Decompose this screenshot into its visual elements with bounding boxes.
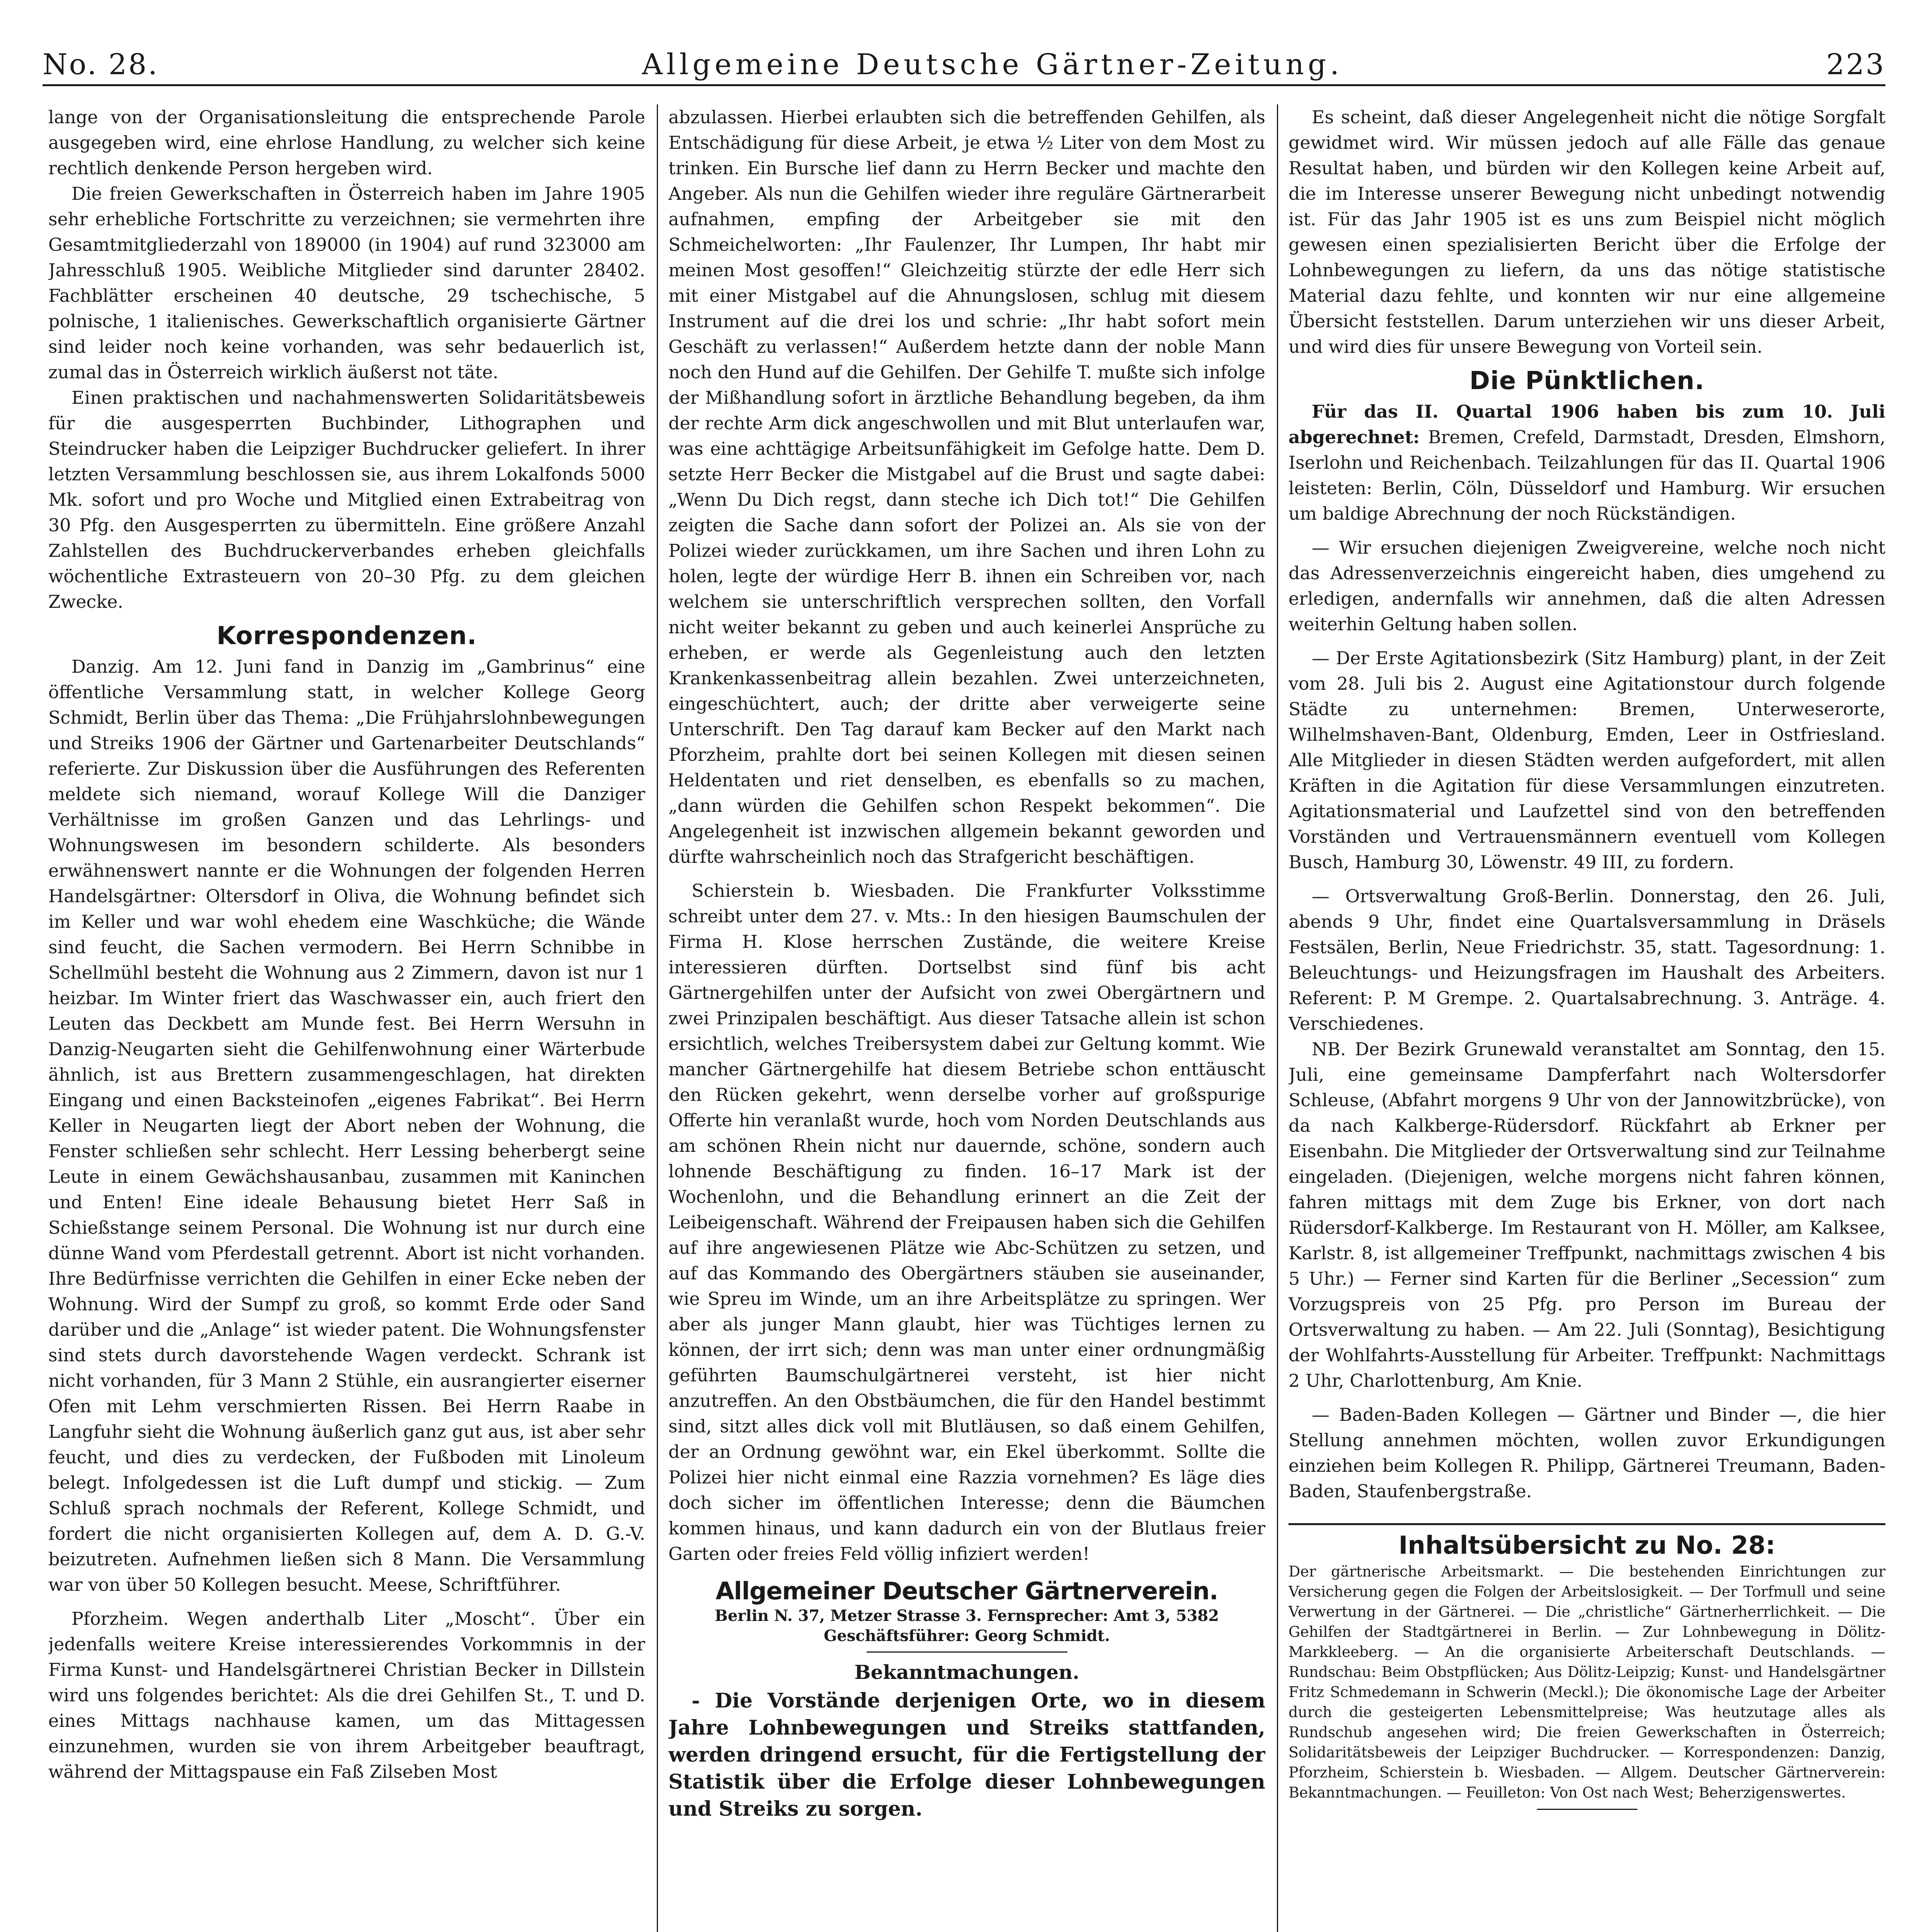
column-divider — [657, 104, 658, 1932]
paragraph: abzulassen. Hierbei erlaubten sich die betreffenden Gehilfen, als Entschädigung für diese Arbeit, je etwa ½ Liter von dem Most zu trinken. Ein Bursche lief dann zu Herrn Becker und machte den Angeber. Als nun die Gehilfen wieder ihre reguläre Gärtnerarbeit aufnahmen, empfing der Arbeitgeber sie mit den Schmeichelworten: „Ihr Faulenzer, Ihr Lumpen, Ihr habt mir meinen Most gesoffen!“ Gleichzeitig stürzte der edle Herr sich mit einer Mistgabel auf die Ahnungslosen, schlug mit diesem Instrument auf die drei los und schrie: „Ihr habt sofort mein Geschäft zu verlassen!“ Außerdem hetzte dann der noble Mann noch den Hund auf die Gehilfen. Der Gehilfe T. mußte sich infolge der Mißhandlung sofort in ärztliche Behandlung begeben, da ihm der rechte Arm dick angeschwollen und mit Blut unterlaufen war, was eine achttägige Arbeitsunfähigkeit im Gefolge hatte. Dem D. setzte Herr Becker die Mistgabel auf die Brust und sagte dabei: „Wenn Du Dich regst, dann steche ich Dich tot!“ Die Gehilfen zeigten die Sache dann sofort der Polizei an. Als sie von der Polizei wieder zurückkamen, um ihre Sachen und ihren Lohn zu holen, legte der würdige Herr B. ihnen ein Schreiben vor, nach welchem sie unterschriftlich versprechen sollten, den Vorfall nicht weiter bekannt zu geben und auch keinerlei Ansprüche zu erheben, er werde als Gegenleistung auch den letzten Krankenkassenbeitrag allein bezahlen. Zwei unterzeichneten, eingeschüchtert, auch; der dritte aber verweigerte seine Unterschrift. Den Tag darauf kam Becker auf den Markt nach Pforzheim, prahlte dort bei seinen Kollegen mit diesen seinen Heldentaten und riet denselben, es ebenfalls so zu machen, „dann würden die Gehilfen schon Respekt bekommen“. Die Angelegenheit ist inzwischen allgemein bekannt geworden und dürfte wahrscheinlich noch das Strafgericht beschäftigen. — [668, 107, 1265, 867]
puenktlichen-paragraph — [1289, 399, 1885, 526]
article-pforzheim: Pforzheim. Wegen anderthalb Liter „Moscht“. Über ein jedenfalls weitere Kreise interessierendes Vorkommnis in der Firma Kunst- und Handelsgärtnerei Christian Becker in Dillstein wird uns folgendes berichtet: Als die drei Gehilfen St., T. und D. eines Mittags nachhause kamen, um das Mittagessen einzunehmen, wurden sie von ihrem Arbeitgeber beauftragt, während der Mittagspause ein Faß Zilseben Most — [48, 1608, 645, 1782]
bekanntmachung-text: - Die Vorstände derjenigen Orte, wo in diesem Jahre Lohnbewegungen und Streiks stattfanden, werden dringend ersucht, für die Fertigstellung der Statistik über die Erfolge dieser Lohnbewegungen und Streiks zu sorgen. — [668, 1689, 1265, 1821]
verein-rule — [867, 1651, 1068, 1653]
spacer — [668, 869, 1265, 878]
paragraph: Einen praktischen und nachahmenswerten Solidaritätsbeweis für die ausgesperrten Buchbinder, Lithographen und Steindrucker haben die Leipziger Buchdrucker geliefert. In ihrer letzten Versammlung beschlossen sie, aus ihrem Lokalfonds 5000 Mk. sofort und pro Woche und Mitglied einen Extrabeitrag von 30 Pfg. den Ausgesperrten zu übermitteln. Eine größere Anzahl Zahlstellen des Buchdruckerverbandes erheben gleichfalls wöchentliche Extrasteuern von 20–30 Pfg. zu dem gleichen Zwecke. — [48, 387, 645, 612]
spacer — [48, 1597, 645, 1606]
article-danzig: Danzig. Am 12. Juni fand in Danzig im „Gambrinus“ eine öffentliche Versammlung statt, in welcher Kollege Georg Schmidt, Berlin über das Thema: „Die Frühjahrslohnbewegungen und Streiks 1906 der Gärtner und Gartenarbeiter Deutschlands“ referierte. Zur Diskussion über die Ausführungen des Referenten meldete sich niemand, worauf Kollege Will die Danziger Verhältnisse im großen Ganzen und das Lehrlings- und Wohnungswesen im besondern schilderte. Als besonders erwähnenswert nannte er die Wohnungen der folgenden Herren Handelsgärtner: Oltersdorf in Oliva, die Wohnung befindet sich im Keller und war wohl ehedem eine Waschküche; die Wände sind feucht, die Sachen vermodern. Bei Herrn Schnibbe in Schellmühl besteht die Wohnung aus 2 Zimmern, davon ist nur 1 heizbar. Im Winter friert das Waschwasser ein, auch friert den Leuten das Deckbett am Munde fest. Bei Herrn Wersuhn in Danzig-Neugarten sieht die Gehilfenwohnung einer Wärterbude ähnlich, ist aus Brettern zusammengeschlagen, hat direkten Eingang und einen Backsteinofen „eigenes Fabrikat“. Bei Herrn Keller in Neugarten liegt der Abort neben der Wohnung, die Fenster schließen sehr schlecht. Herr Lessing beherbergt seine Leute in einem Gewächshausanbau, zusammen mit Kaninchen und Enten! Eine ideale Behausung bietet Herr Saß in Schießstange seinem Personal. Die Wohnung ist nur durch eine dünne Wand vom Pferdestall getrennt. Abort ist nicht vorhanden. Ihre Bedürfnisse verrichten die Gehilfen in einer Ecke neben der Wohnung. Wird der Sumpf zu groß, so kommt Erde oder Sand darüber und die „Anlage“ ist wieder patent. Die Wohnungsfenster sind stets durch davorstehende Wagen verdeckt. Schrank ist nicht vorhanden, für 3 Mann 2 Stühle, ein ausrangierter eiserner Ofen mit Lehm verschmierten Rissen. Bei Herrn Raabe in Langfuhr sieht die Wohnung äußerlich ganz gut aus, ist aber sehr feucht, und dies zu verdecken, der Fußboden mit Linoleum belegt. Infolgedessen ist die Luft dumpf und stickig. — Zum Schluß sprach nochmals der Referent, Kollege Schmidt, und fordert die nicht organisierten Kollegen auf, dem A. D. G.-V. beizutreten. Aufnehmen ließen sich 8 Mann. Die Versammlung war von über 50 Kollegen besucht. Meese, Schriftführer. — [48, 656, 645, 1595]
puenktlichen-lead: Für das II. Quartal 1906 haben bis zum 10. Juli abgerechnet: — [1289, 401, 1885, 447]
article-schierstein: Schierstein b. Wiesbaden. Die Frankfurter Volksstimme schreibt unter dem 27. v. Mts.: In den hiesigen Baumschulen der Firma H. Klose herrschen Zustände, die weitere Kreise interessieren dürften. Dortselbst sind fünf bis acht Gärtnergehilfen unter der Aufsicht von zwei Obergärtnern und zwei Prinzipalen beschäftigt. Aus dieser Tatsache allein ist schon ersichtlich, welches Treibersystem dabei zur Geltung kommt. Wie mancher Gärtnergehilfe hat diesem Betriebe schon enttäuscht den Rücken gekehrt, wenn derselbe vorher auf großspurige Offerte hin veranlaßt wurde, hoch vom Norden Deutschlands aus am schönen Rhein nicht nur dauernde, schöne, sondern auch lohnende Beschäftigung zu finden. 16–17 Mark ist der Wochenlohn, und die Behandlung erinnert an die Zeit der Leibeigenschaft. Während der Freipausen haben sich die Gehilfen auf ihre angewiesenen Plätze wie Abc-Schützen zu setzen, und auf das Kommando des Obergärtners stäuben sie auseinander, wie Spreu im Winde, um an ihre Arbeitsplätze zu springen. Wer aber als junger Mann glaubt, hier was Tüchtiges lernen zu können, der irrt sich; denn was man unter einer ordnungmäßig geführten Baumschulgärtnerei versteht, ist hier nicht anzutreffen. An den Obstbäumchen, die für den Handel bestimmt sind, sitzt alles dick voll mit Blutläusen, so daß einem Gehilfen, der an Ordnung gewöhnt war, ein Ekel überkommt. Sollte die Polizei hier nicht einmal eine Razzia vornehmen? Es läge dies doch sicher im öffentlichen Interesse; denn die Bäumchen kommen hinaus, und kann dadurch ein von der Blutlaus freier Garten oder freies Feld völlig infiziert werden! — [668, 880, 1265, 1564]
notice-grunewald: NB. Der Bezirk Grunewald veranstaltet am Sonntag, den 15. Juli, eine gemeinsame Dampferfahrt nach Woltersdorfer Schleuse, (Abfahrt morgens 9 Uhr von der Jannowitzbrücke), von da nach Kalkberge-Rüdersdorf. Rückfahrt ab Erkner per Eisenbahn. Die Mitglieder der Ortsverwaltung sind zur Teilnahme eingeladen. (Diejenigen, welche morgens nicht fahren können, fahren mittags mit dem Zuge bis Erkner, von dort nach Rüdersdorf-Kalkberge. Im Restaurant von H. Möller, am Kalksee, Karlstr. 8, ist allgemeiner Treffpunkt, nachmittags zwischen 4 bis 5 Uhr.) — Ferner sind Karten für die Berliner „Secession“ zum Vorzugspreis von 25 Pfg. pro Person im Bureau der Ortsverwaltung zu haben. — Am 22. Juli (Sonntag), Besichtigung der Wohlfahrts-Ausstellung für Arbeiter. Treffpunkt: Nachmittags 2 Uhr, Charlottenburg, Am Knie. — [1289, 1039, 1885, 1391]
notice-zweigvereine: — Wir ersuchen diejenigen Zweigvereine, welche noch nicht das Adressenverzeichnis eingereicht haben, dies umgehend zu erledigen, andernfalls wir annehmen, daß die alten Adressen weiterhin Geltung haben sollen. — [1289, 537, 1885, 634]
paragraph: Die freien Gewerkschaften in Österreich haben im Jahre 1905 sehr erhebliche Fortschritte zu verzeichnen; sie vermehrten ihre Gesamtmitgliederzahl von 189000 (in 1904) auf rund 323000 am Jahresschluß 1905. Weibliche Mitglieder sind darunter 28402. Fachblätter erscheinen 40 deutsche, 29 tschechische, 5 polnische, 1 italienisches. Gewerkschaftlich organisierte Gärtner sind leider noch keine vorhanden, was sehr bedauerlich ist, zumal das in Österreich wirklich äußerst not täte. — [48, 183, 645, 383]
notice-baden-baden: — Baden-Baden Kollegen — Gärtner und Binder —, die hier Stellung annehmen möchten, wollen zuvor Erkundigungen einziehen beim Kollegen R. Philipp, Gärtnerei Treumann, Baden-Baden, Staufenbergstraße. — [1289, 1404, 1885, 1502]
column-1 — [48, 104, 645, 1932]
section-heading-puenktlichen: Die Pünktlichen. — [1469, 367, 1705, 395]
toc-title: Inhaltsübersicht zu No. 28: — [1398, 1531, 1776, 1560]
notice-agitationsbezirk: — Der Erste Agitationsbezirk (Sitz Hamburg) plant, in der Zeit vom 28. Juli bis 2. August eine Agitationstour durch folgende Städte zu unternehmen: Bremen, Unterweserorte, Wilhelmshaven-Bant, Oldenburg, Emden, Leer in Ostfriesland. Alle Mitglieder in diesen Städten werden aufgefordert, mit allen Kräften in die Agitation für diese Versammlungen einzutreten. Agitationsmaterial und Laufzettel sind von den betreffenden Vorständen und Vertrauensmännern eventuell vom Kollegen Busch, Hamburg 30, Löwenstr. 49 III, zu fordern. — [1289, 648, 1885, 872]
header-rule — [42, 84, 1885, 86]
verein-address: Berlin N. 37, Metzer Strasse 3. Fernsprecher: Amt 3, 5382 — [714, 1607, 1219, 1625]
table-of-contents — [1289, 1523, 1885, 1810]
page-header — [42, 43, 1885, 81]
spacer — [1289, 1393, 1885, 1402]
spacer — [1289, 875, 1885, 883]
column-3 — [1289, 104, 1885, 1932]
spacer — [1289, 637, 1885, 645]
puenktlichen-body: Bremen, Crefeld, Darmstadt, Dresden, Elmshorn, Iserlohn und Reichenbach. Teilzahlungen für das II. Quartal 1906 leisteten: Berlin, Cöln, Düsseldorf und Hamburg. Wir ersuchen um baldige Abrechnung der noch Rückständigen. — [1289, 427, 1885, 524]
newspaper-title: Allgemeine Deutsche Gärtner-Zeitung. — [642, 48, 1343, 81]
spacer — [1289, 526, 1885, 535]
verein-masthead — [668, 1577, 1265, 1653]
paragraph: lange von der Organisationsleitung die entsprechende Parole ausgegeben wird, eine ehrlose Handlung, zu welcher sich keine rechtlich denkende Person hergeben wird. — [48, 107, 645, 179]
bekanntmachungen-heading: Bekanntmachungen. — [854, 1661, 1079, 1684]
column-2 — [668, 104, 1265, 1932]
verein-manager: Geschäftsführer: Georg Schmidt. — [824, 1627, 1110, 1645]
end-rule — [1537, 1809, 1637, 1810]
column-divider — [1277, 104, 1278, 1932]
page-number: 223 — [1826, 48, 1885, 81]
notice-gross-berlin: — Ortsverwaltung Groß-Berlin. Donnerstag, den 26. Juli, abends 9 Uhr, findet eine Quartalsversammlung in Dräsels Festsälen, Berlin, Neue Friedrichstr. 35, statt. Tagesordnung: 1. Beleuchtungs- und Heizungsfragen im Haushalt des Arbeiters. Referent: P. M Grempe. 2. Quartalsabrechnung. 3. Anträge. 4. Verschiedenes. — [1289, 886, 1885, 1034]
toc-text: Der gärtnerische Arbeitsmarkt. — Die bestehenden Einrichtungen zur Versicherung gegen die Folgen der Arbeitslosigkeit. — Der Torfmull und seine Verwertung in der Gärtnerei. — Die „christliche“ Gärtnerherrlichkeit. — Die Gehilfen der Stadtgärtnerei in Berlin. — Zur Lohnbewegung in Dölitz-Markkleeberg. — An die organisierte Arbeiterschaft Deutschlands. — Rundschau: Beim Obstpflücken; Aus Dölitz-Leipzig; Kunst- und Handelsgärtner Fritz Schmedemann in Schwerin (Meckl.); Die ökonomische Lage der Arbeiter durch die gesteigerten Lebensmittelpreise; Was heutzutage alles als Rundschub angesehen wird; Die freien Gewerkschaften in Österreich; Solidaritätsbeweis der Leipziger Buchdrucker. — Korrespondenzen: Danzig, Pforzheim, Schierstein b. Wiesbaden. — Allgem. Deutscher Gärtnerverein: Bekanntmachungen. — Feuilleton: Von Ost nach West; Beherzigenswertes. — [1289, 1563, 1885, 1801]
section-heading-korrespondenzen: Korrespondenzen. — [216, 622, 477, 650]
issue-number: No. 28. — [42, 48, 159, 81]
verein-title: Allgemeiner Deutscher Gärtnerverein. — [716, 1577, 1218, 1605]
paragraph: Es scheint, daß dieser Angelegenheit nicht die nötige Sorgfalt gewidmet wird. Wir müssen jedoch auf alle Fälle das genaue Resultat haben, und bürden wir den Kollegen keine Arbeit auf, die im Interesse unserer Bewegung nicht unbedingt notwendig ist. Für das Jahr 1905 ist es uns zum Beispiel nicht möglich gewesen einen spezialisierten Bericht über die Erfolge der Lohnbewegungen zu liefern, da uns das nötige statistische Material dazu fehlte, und konnten wir nur eine allgemeine Übersicht feststellen. Darum unterziehen wir uns dieser Arbeit, und wird dies für unsere Bewegung von Vorteil sein. — [1289, 107, 1885, 357]
